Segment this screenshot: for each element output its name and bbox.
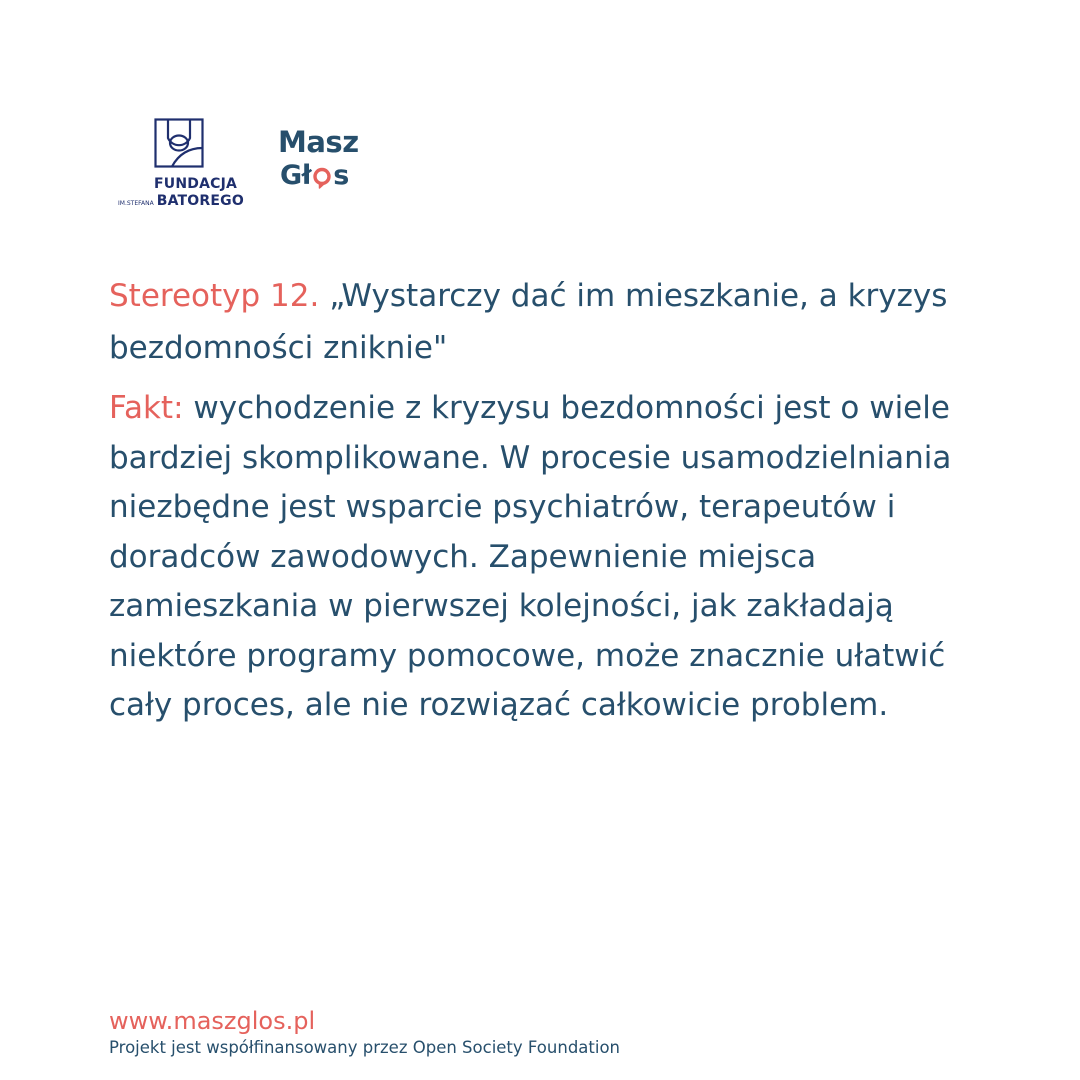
fundacja-batorego-logo xyxy=(112,118,242,213)
stereotype-label: Stereotyp 12. xyxy=(109,278,320,314)
main-content xyxy=(109,270,989,731)
batory-logo-line2 xyxy=(118,193,244,209)
masz-glos-logo-line2-start: Gł xyxy=(280,160,312,191)
masz-glos-logo-line2 xyxy=(280,159,349,193)
speech-bubble-icon xyxy=(312,167,332,189)
fundacja-batorego-emblem-icon xyxy=(154,118,204,168)
batory-logo-line1: FUNDACJA xyxy=(154,176,238,192)
website-link[interactable]: www.maszglos.pl xyxy=(109,1007,316,1035)
footer xyxy=(109,1003,909,1059)
batory-logo-prefix: IM.STEFANA xyxy=(118,200,154,207)
logo-area xyxy=(112,118,382,218)
masz-glos-logo xyxy=(278,126,378,206)
fact-label: Fakt: xyxy=(109,390,184,426)
masz-glos-logo-line2-end: s xyxy=(333,160,349,191)
batory-logo-surname: BATOREGO xyxy=(156,193,244,209)
stereotype-quote: „Wystarczy dać im mieszkanie, a kryzys bezdomności zniknie" xyxy=(109,278,948,366)
funding-note: Projekt jest współfinansowany przez Open Society Foundation xyxy=(109,1038,621,1057)
stereotype-paragraph xyxy=(109,270,989,374)
fact-paragraph xyxy=(109,384,989,731)
fact-text: wychodzenie z kryzysu bezdomności jest o wiele bardziej skomplikowane. W procesie usamodzielniania niezbędne jest wsparcie psychiatrów, terapeutów i doradców zawodowych. Zapewnienie miejsca zamieszkania w pierwszej kolejności, jak zakładają niektóre programy pomocowe, może znacznie ułatwić cały proces, ale nie rozwiązać całkowicie problem. xyxy=(109,390,952,723)
masz-glos-logo-line1: Masz xyxy=(278,125,359,159)
